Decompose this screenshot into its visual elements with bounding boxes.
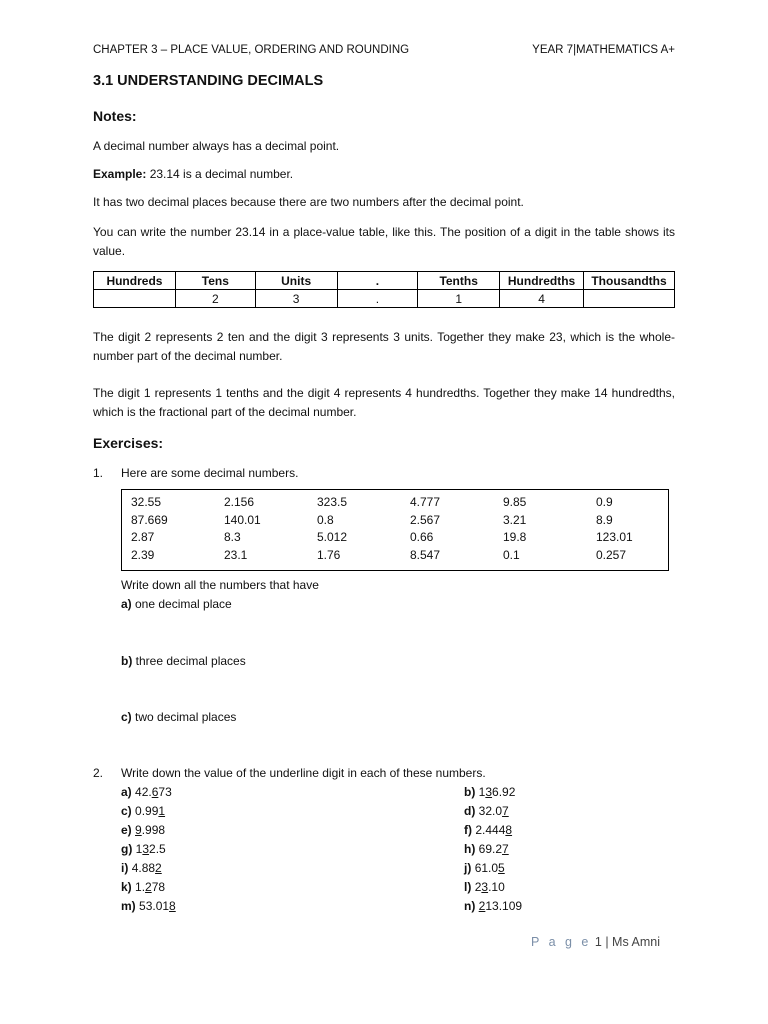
number-part: 32.0	[478, 804, 503, 818]
footer-page-word: P a g e	[531, 935, 592, 949]
decimal-number: 8.547	[410, 547, 441, 562]
decimal-number: 5.012	[317, 530, 348, 544]
decimal-number: 4.777	[410, 495, 441, 509]
decimal-numbers-row	[131, 530, 689, 548]
question-1c	[121, 710, 236, 724]
pv-cell: 1	[418, 290, 500, 308]
decimal-numbers-row	[131, 513, 689, 531]
number-part: 78	[151, 880, 166, 894]
notes-line-3: It has two decimal places because there are two numbers after the decimal point.	[93, 195, 524, 209]
number-part: 61.0	[474, 861, 499, 875]
underlined-digit: 7	[502, 842, 509, 856]
underlined-digit: 2	[478, 899, 486, 913]
pv-header: Units	[255, 272, 337, 290]
notes-example	[93, 165, 675, 184]
underlined-digit: 2	[155, 861, 162, 875]
question-2-item-label: c)	[121, 804, 132, 818]
question-2-item-label: l)	[464, 880, 472, 894]
decimal-number: 2.156	[224, 495, 255, 509]
question-1b	[121, 654, 246, 668]
pv-cell: 3	[255, 290, 337, 308]
question-1a	[121, 597, 232, 611]
question-2-item	[121, 804, 165, 818]
underlined-digit: 8	[505, 823, 513, 837]
decimal-number: 87.669	[131, 512, 168, 527]
number-part: .998	[141, 823, 166, 837]
place-value-table	[93, 271, 675, 308]
question-2-item-label: k)	[121, 880, 132, 894]
question-2-item	[464, 861, 505, 875]
number-part: 1	[135, 842, 143, 856]
question-2-item-label: n)	[464, 899, 476, 913]
pv-header: Tens	[175, 272, 255, 290]
question-1b-label: b)	[121, 654, 133, 668]
number-part: 69.2	[478, 842, 503, 856]
decimal-number: 0.66	[410, 530, 434, 544]
footer-author: Ms Amni	[612, 935, 660, 949]
notes-heading: Notes:	[93, 108, 137, 124]
underlined-digit: 1	[158, 804, 166, 818]
notes-paragraph-1: The digit 2 represents 2 ten and the digit 3 represents 3 units. Together they make 23, which is the whole-number part of the decimal number.	[93, 330, 675, 363]
underlined-digit: 8	[169, 899, 176, 913]
decimal-number: 2.87	[131, 530, 155, 544]
question-1-text: Here are some decimal numbers.	[121, 466, 299, 480]
question-2-text: Write down the value of the underline digit in each of these numbers.	[121, 766, 486, 780]
pv-cell	[584, 290, 675, 308]
place-value-header-row	[94, 272, 675, 290]
underlined-digit: 6	[151, 785, 159, 799]
underlined-digit: 9	[135, 823, 142, 837]
question-2-item	[464, 785, 515, 799]
pv-cell: .	[337, 290, 418, 308]
underlined-digit: 3	[142, 842, 150, 856]
pv-cell	[94, 290, 176, 308]
notes-paragraph-2: The digit 1 represents 1 tenths and the digit 4 represents 4 hundredths. Together they make 14 hundredths, which is the fractional part of the decimal number.	[93, 386, 675, 419]
number-part: 53.01	[139, 899, 170, 913]
decimal-number: 0.8	[317, 512, 334, 527]
page-footer	[531, 935, 660, 949]
decimal-number: 32.55	[131, 495, 162, 509]
decimal-numbers-row	[131, 495, 689, 513]
decimal-number: 19.8	[503, 530, 527, 544]
question-2-item	[121, 823, 165, 837]
number-part: 6.92	[492, 785, 516, 799]
decimal-number: 2.39	[131, 547, 155, 562]
decimal-number: 1.76	[317, 547, 341, 562]
question-2-item	[464, 880, 505, 894]
question-2-item	[121, 899, 176, 913]
question-2-item-label: e)	[121, 823, 132, 837]
question-2-item-label: d)	[464, 804, 476, 818]
decimal-number: 0.257	[596, 547, 627, 562]
question-1-number: 1.	[93, 466, 104, 480]
decimal-numbers-grid	[131, 495, 689, 565]
question-2-item	[121, 880, 165, 894]
pv-header: Tenths	[418, 272, 500, 290]
pv-header: .	[337, 272, 418, 290]
question-2-item	[464, 804, 509, 818]
number-part: 42.	[135, 785, 152, 799]
question-2-item-label: j)	[464, 861, 472, 875]
underlined-digit: 7	[502, 804, 509, 818]
decimal-number: 0.9	[596, 495, 613, 509]
question-1a-text: one decimal place	[131, 597, 232, 611]
exercises-heading: Exercises:	[93, 435, 164, 451]
question-2-item	[121, 861, 162, 875]
underlined-digit: 3	[481, 880, 489, 894]
underlined-digit: 5	[498, 861, 505, 875]
number-part: .10	[488, 880, 505, 894]
decimal-number: 123.01	[596, 530, 633, 544]
underlined-digit: 3	[485, 785, 493, 799]
place-value-values-row	[94, 290, 675, 308]
notes-line-4: You can write the number 23.14 in a place-value table, like this. The position of a digit in the table shows its value.	[93, 225, 675, 258]
pv-header: Hundreds	[94, 272, 176, 290]
question-1a-label: a)	[121, 597, 132, 611]
question-1-instruction: Write down all the numbers that have	[121, 578, 319, 592]
question-2-item	[121, 785, 172, 799]
decimal-number: 140.01	[224, 512, 261, 527]
question-2-item	[121, 842, 166, 856]
number-part: 2.5	[149, 842, 166, 856]
decimal-numbers-row	[131, 548, 689, 566]
question-1c-text: two decimal places	[131, 710, 237, 724]
running-header	[93, 44, 675, 56]
question-2-number: 2.	[93, 766, 104, 780]
number-part: 1	[478, 785, 486, 799]
decimal-number: 0.1	[503, 547, 520, 562]
decimal-numbers-box	[121, 489, 669, 571]
question-2-item-label: m)	[121, 899, 136, 913]
decimal-number: 2.567	[410, 512, 441, 527]
footer-page-number: 1	[594, 935, 602, 949]
question-2-item-label: i)	[121, 861, 129, 875]
question-2-item	[464, 823, 512, 837]
question-2-item-label: g)	[121, 842, 133, 856]
question-1b-text: three decimal places	[132, 654, 246, 668]
decimal-number: 3.21	[503, 512, 527, 527]
question-2-item	[464, 899, 522, 913]
question-2-item-label: a)	[121, 785, 132, 799]
number-part: 4.88	[131, 861, 156, 875]
question-2-item-label: b)	[464, 785, 476, 799]
decimal-number: 8.9	[596, 512, 613, 527]
number-part: 2	[474, 880, 482, 894]
question-1c-label: c)	[121, 710, 132, 724]
example-label: Example:	[93, 167, 147, 181]
decimal-number: 23.1	[224, 547, 248, 562]
pv-cell: 4	[500, 290, 584, 308]
number-part: 13.109	[485, 899, 523, 913]
question-2-item-label: f)	[464, 823, 472, 837]
question-2-item-label: h)	[464, 842, 476, 856]
question-2-item	[464, 842, 509, 856]
notes-line-1: A decimal number always has a decimal point.	[93, 139, 340, 153]
example-text: 23.14 is a decimal number.	[146, 167, 294, 181]
number-part: 73	[158, 785, 172, 799]
decimal-number: 8.3	[224, 530, 241, 544]
pv-header: Thousandths	[584, 272, 675, 290]
decimal-number: 323.5	[317, 495, 348, 509]
pv-cell: 2	[175, 290, 255, 308]
section-title: 3.1 UNDERSTANDING DECIMALS	[93, 73, 324, 89]
header-chapter: CHAPTER 3 – PLACE VALUE, ORDERING AND ROUNDING	[93, 44, 410, 56]
number-part: 2.444	[475, 823, 506, 837]
header-course: YEAR 7|MATHEMATICS A+	[532, 44, 675, 56]
decimal-number: 9.85	[503, 495, 527, 509]
pv-header: Hundredths	[500, 272, 584, 290]
number-part: 1.	[135, 880, 146, 894]
number-part: 0.99	[135, 804, 159, 818]
underlined-digit: 2	[145, 880, 152, 894]
footer-separator: |	[605, 935, 609, 949]
